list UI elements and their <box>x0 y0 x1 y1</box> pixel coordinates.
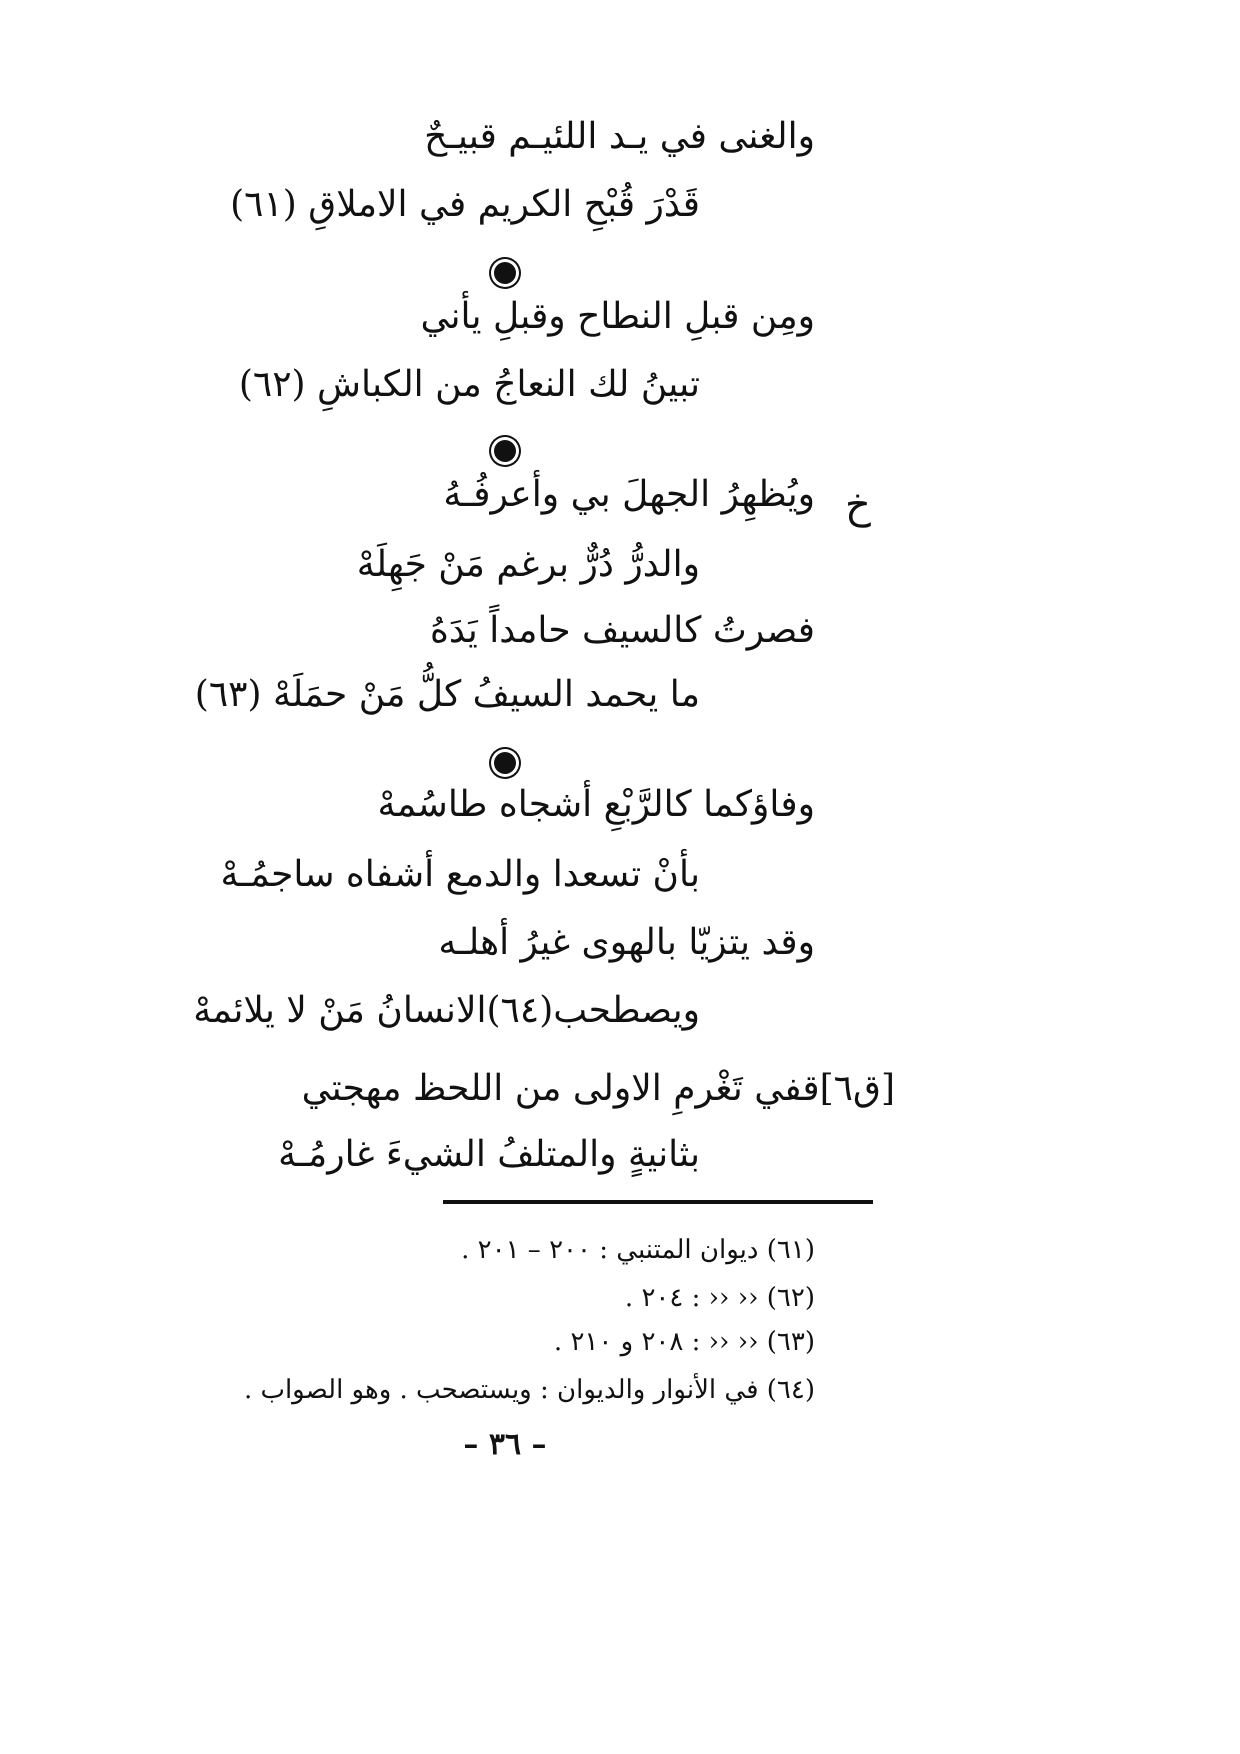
verse-63-line-4: ما يحمد السيفُ كلُّ مَنْ حمَلَهْ (٦٣) <box>194 674 700 715</box>
footnote-61: (٦١) ديوان المتنبي : ٢٠٠ – ٢٠١ . <box>461 1235 815 1265</box>
footnote-rule <box>443 1200 873 1204</box>
verse-64-line-1: وفاؤكما كالرَّبْعِ أشجاه طاسُمهْ <box>377 784 815 825</box>
verse-64-line-2: بأنْ تسعدا والدمع أشفاه ساجمُـهْ <box>220 854 700 895</box>
footnote-62: (٦٢) ‹‹ ‹‹ : ٢٠٤ . <box>624 1283 815 1313</box>
separator-dot-icon <box>494 752 516 774</box>
section-letter: خ <box>845 482 871 528</box>
verse-62-line-1: ومِن قبلِ النطاح وقبلِ يأني <box>420 296 815 337</box>
verse-61-line-2: قَدْرَ قُبْحِ الكريم في الاملاقِ (٦١) <box>230 184 700 225</box>
verse-61-line-1: والغنى في يـد اللئيـم قبيـحٌ <box>424 116 815 157</box>
verse-63-line-2: والدرُّ دُرٌّ برغم مَنْ جَهِلَهْ <box>356 544 700 585</box>
verse-62-line-2: تبينُ لك النعاجُ من الكباشِ (٦٢) <box>238 364 700 405</box>
verse-64-line-5: [ق٦]قفي تَغْرمِ الاولى من اللحظ مهجتي <box>301 1068 895 1109</box>
verse-64-line-4: ويصطحب(٦٤)الانسانُ مَنْ لا يلائمهْ <box>193 990 700 1031</box>
footnote-64: (٦٤) في الأنوار والديوان : ويستصحب . وهو الصواب . <box>243 1375 815 1405</box>
verse-63-line-1: ويُظهِرُ الجهلَ بي وأعرفُـهُ <box>443 474 815 515</box>
footnote-63: (٦٣) ‹‹ ‹‹ : ٢٠٨ و ٢١٠ . <box>553 1327 815 1357</box>
verse-64-line-6: بثانيةٍ والمتلفُ الشيءَ غارمُـهْ <box>278 1134 700 1175</box>
separator-dot-icon <box>494 262 516 284</box>
page-number: – ٣٦ – <box>463 1427 547 1462</box>
verse-63-line-3: فصرتُ كالسيف حامداً يَدَهُ <box>429 610 815 651</box>
verse-64-line-3: وقد يتزيّا بالهوى غيرُ أهلـه <box>438 922 815 963</box>
separator-dot-icon <box>494 440 516 462</box>
